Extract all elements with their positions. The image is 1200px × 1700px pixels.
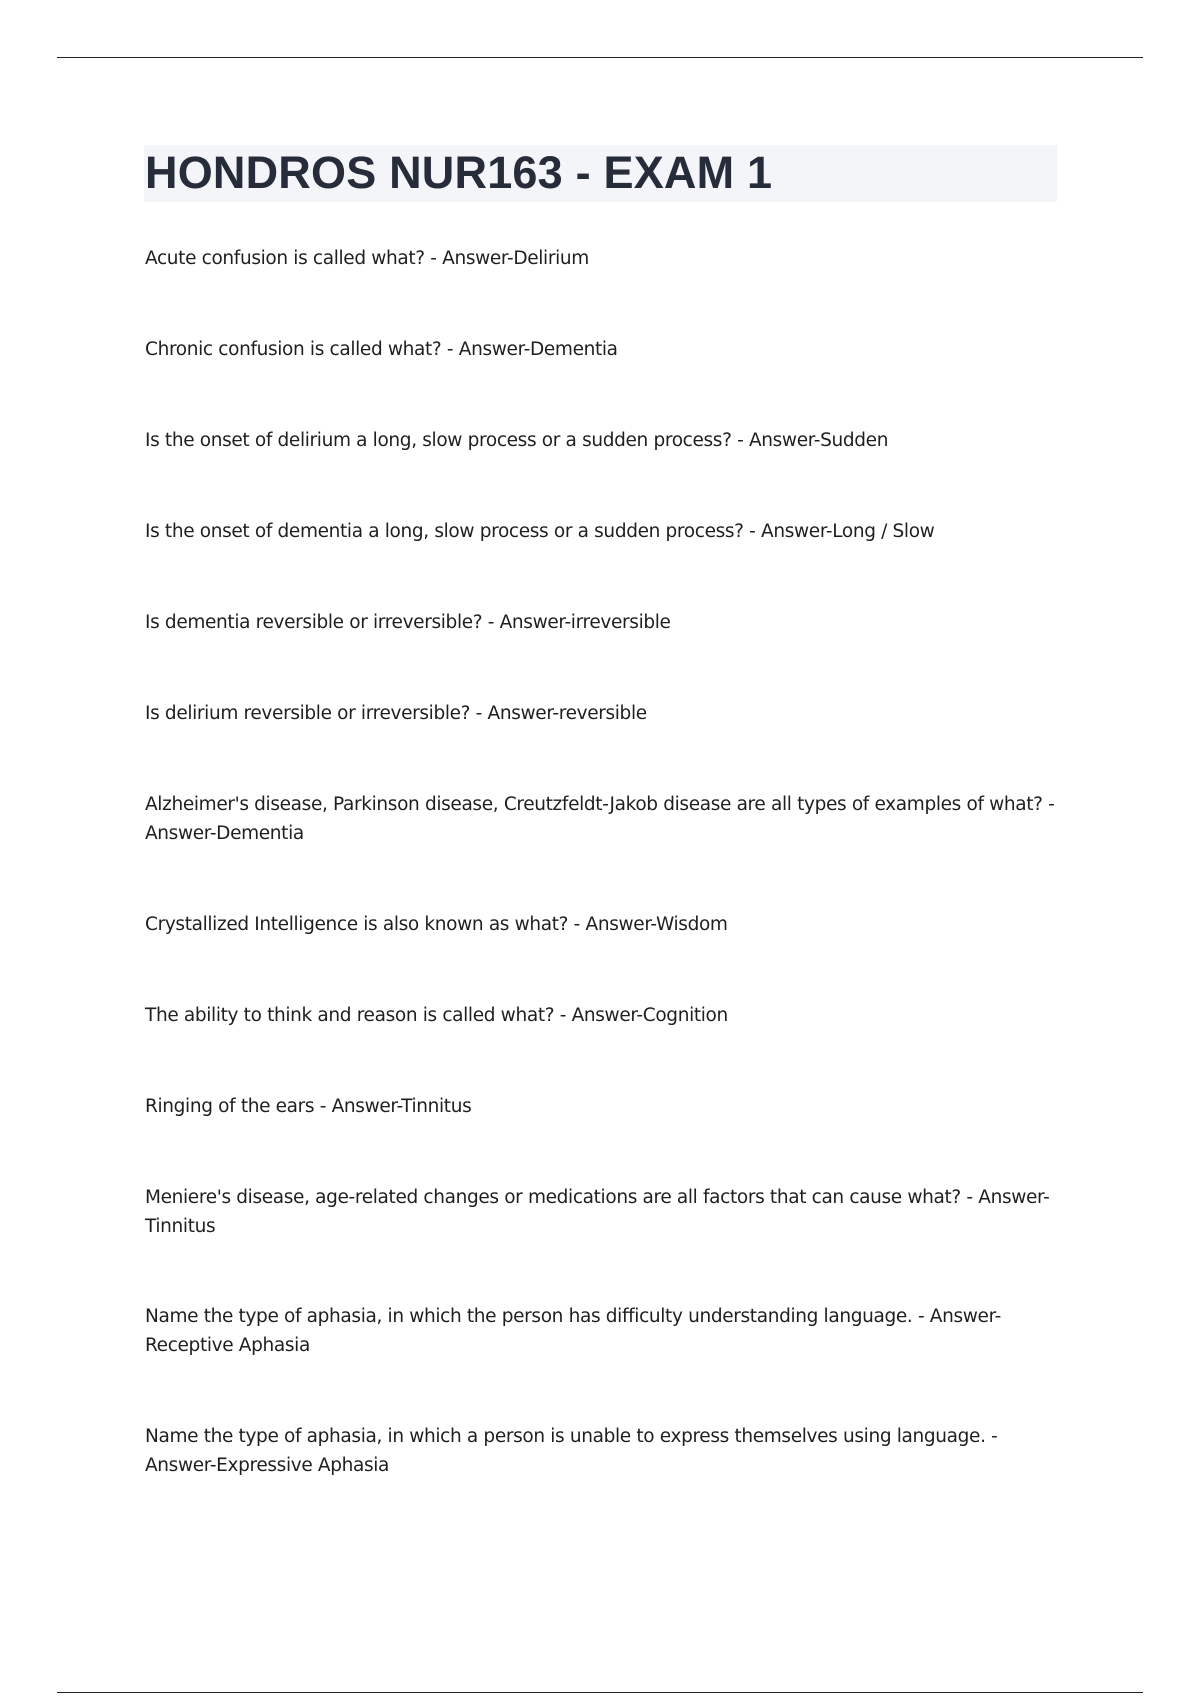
qa-item-13: Name the type of aphasia, in which a person is unable to express themselves using language. - Answer-Expressive Aphasia [145, 1426, 998, 1476]
qa-item-3: Is the onset of delirium a long, slow process or a sudden process? - Answer-Sudden [145, 430, 889, 451]
qa-item-5: Is dementia reversible or irreversible? - Answer-irreversible [145, 612, 671, 633]
qa-item-8: Crystallized Intelligence is also known as what? - Answer-Wisdom [145, 914, 728, 935]
qa-item-12: Name the type of aphasia, in which the person has difficulty understanding language. - Answer-Receptive Aphasia [145, 1306, 1001, 1356]
qa-item-6: Is delirium reversible or irreversible? - Answer-reversible [145, 703, 647, 724]
bottom-divider [57, 1692, 1143, 1693]
qa-item-9: The ability to think and reason is called what? - Answer-Cognition [145, 1005, 728, 1026]
qa-item-1: Acute confusion is called what? - Answer-Delirium [145, 248, 589, 269]
qa-item-10: Ringing of the ears - Answer-Tinnitus [145, 1096, 472, 1117]
top-divider [57, 57, 1143, 58]
qa-item-7: Alzheimer's disease, Parkinson disease, Creutzfeldt-Jakob disease are all types of examples of what? - Answer-Dementia [145, 794, 1055, 844]
document-title: HONDROS NUR163 - EXAM 1 [145, 147, 773, 198]
qa-item-11: Meniere's disease, age-related changes or medications are all factors that can cause what? - Answer-Tinnitus [145, 1187, 1050, 1237]
qa-item-2: Chronic confusion is called what? - Answer-Dementia [145, 339, 618, 360]
qa-item-4: Is the onset of dementia a long, slow process or a sudden process? - Answer-Long / Slow [145, 521, 935, 542]
